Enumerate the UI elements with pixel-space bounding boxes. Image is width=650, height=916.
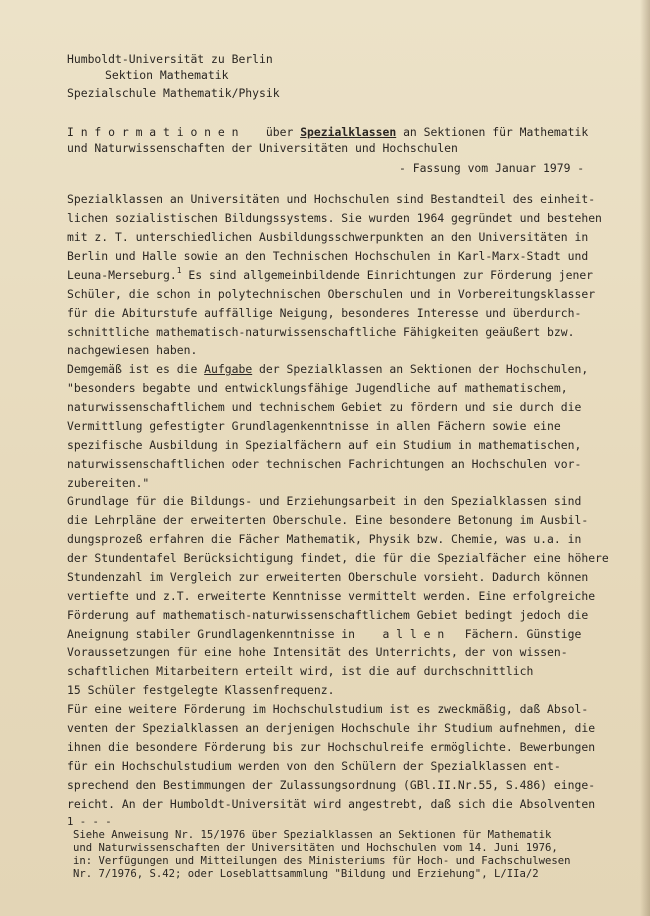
title-line-2: und Naturwissenschaften der Universitäten und Hochschulen (67, 141, 458, 155)
title-underlined-word: Spezialklassen (300, 125, 397, 139)
body-line: Berlin und Halle sowie an den Technischen Hochschulen in Karl-Marx-Stadt und (67, 249, 589, 263)
body-line: die Lehrpläne der erweiterten Oberschule. Eine besondere Betonung im Ausbil- (67, 513, 589, 527)
footnote-separator: 1 - - - (67, 816, 112, 828)
header-university: Humboldt-Universität zu Berlin (67, 52, 273, 66)
body-line: dungsprozeß erfahren die Fächer Mathematik, Physik bzw. Chemie, was u.a. in (67, 532, 582, 546)
footnote-line: Nr. 7/1976, S.42; oder Loseblattsammlung "Bildung und Erziehung", L/IIa/2 (73, 868, 539, 880)
body-line: sprechend den Bestimmungen der Zulassungsordnung (GBl.II.Nr.55, S.486) einge- (67, 778, 596, 792)
body-line: naturwissenschaftlichem und technischem Gebiet zu fördern und sie durch die (67, 400, 582, 414)
body-line: der Stundentafel Berücksichtigung findet, die für die Spezialfächer eine höhere (67, 551, 609, 565)
body-fragment: der Spezialklassen an Sektionen der Hochschulen, (259, 362, 589, 376)
body-line: Schüler, die schon in polytechnischen Oberschulen und in Vorbereitungsklasser (67, 287, 596, 301)
body-fragment: Es sind allgemeinbildende Einrichtungen zur Förderung jener (188, 268, 594, 282)
title-word-ueber: über (265, 125, 294, 139)
body-line: für die Abiturstufe auffällige Neigung, besonderes Interesse und überdurch- (67, 306, 582, 320)
title-spaced-word: I n f o r m a t i o n e n (67, 125, 239, 139)
body-line (67, 268, 593, 284)
footnote-line: in: Verfügungen und Mitteilungen des Ministeriums für Hoch- und Fachschulwesen (73, 855, 571, 867)
body-line: naturwissenschaftlichen oder technischen Fachrichtungen an Hochschulen vor- (67, 457, 582, 471)
footnote-marker: 1 (176, 266, 182, 275)
body-line: vertiefte und z.T. erweiterte Kenntnisse vermittelt werden. Eine erfolgreiche (67, 589, 596, 603)
body-line: Aneignung stabiler Grundlagenkenntnisse in a l l e n Fächern. Günstige (67, 627, 582, 641)
body-line: ihnen die besondere Förderung bis zur Hochschulreife ermöglichte. Bewerbungen (67, 740, 596, 754)
title-version: - Fassung vom Januar 1979 - (399, 161, 585, 175)
body-line (67, 362, 588, 377)
body-line: Für eine weitere Förderung im Hochschulstudium ist es zweckmäßig, daß Absol- (67, 702, 589, 716)
header-school: Spezialschule Mathematik/Physik (67, 86, 280, 100)
body-line: reicht. An der Humboldt-Universität wird angestrebt, daß sich die Absolventen (67, 797, 596, 811)
paper-edge-shadow (640, 0, 650, 916)
title-rest: an Sektionen für Mathematik (403, 125, 589, 139)
body-line: spezifische Ausbildung in Spezialfächern auf ein Studium in mathematischen, (67, 438, 582, 452)
body-line: schnittliche mathematisch-naturwissenschaftliche Fähigkeiten geäußert bzw. (67, 325, 575, 339)
body-line: Vermittlung gefestigter Grundlagenkenntnisse in allen Fächern sowie eine (67, 419, 561, 433)
body-line: nachgewiesen haben. (67, 343, 198, 357)
body-line: 15 Schüler festgelegte Klassenfrequenz. (67, 683, 335, 697)
body-line: zubereiten." (67, 476, 150, 490)
header-section: Sektion Mathematik (105, 68, 229, 82)
footnote-line: und Naturwissenschaften der Universitäten und Hochschulen vom 14. Juni 1976, (73, 842, 558, 854)
body-line: lichen sozialistischen Bildungssystems. Sie wurden 1964 gegründet und bestehen (67, 211, 602, 225)
body-line: Spezialklassen an Universitäten und Hochschulen sind Bestandteil des einheit- (67, 192, 596, 206)
body-line: Voraussetzungen für eine hohe Intensität des Unterrichts, der von wissen- (67, 645, 568, 659)
body-fragment: Leuna-Merseburg. (67, 268, 177, 282)
body-line: schaftlichen Mitarbeitern erteilt wird, ist die auf durchschnittlich (67, 664, 534, 678)
title-line-1 (67, 125, 588, 140)
body-line: Grundlage für die Bildungs- und Erziehungsarbeit in den Spezialklassen sind (67, 494, 582, 508)
body-line: für ein Hochschulstudium werden von den Schülern der Spezialklassen ent- (67, 759, 561, 773)
body-line: "besonders begabte und entwicklungsfähige Jugendliche auf mathematischem, (67, 381, 568, 395)
footnote-line: Siehe Anweisung Nr. 15/1976 über Spezialklassen an Sektionen für Mathematik (73, 829, 552, 841)
body-fragment: Demgemäß ist es die (67, 362, 198, 376)
body-line: venten der Spezialklassen an derjenigen Hochschule ihr Studium aufnehmen, die (67, 721, 596, 735)
body-line: Förderung auf mathematisch-naturwissenschaftlichem Gebiet bedingt jedoch die (67, 608, 589, 622)
body-underlined-word: Aufgabe (204, 362, 253, 376)
body-line: mit z. T. unterschiedlichen Ausbildungsschwerpunkten an den Universitäten in (67, 230, 589, 244)
body-line: Stundenzahl im Vergleich zur erweiterten Oberschule vorsieht. Dadurch können (67, 570, 589, 584)
